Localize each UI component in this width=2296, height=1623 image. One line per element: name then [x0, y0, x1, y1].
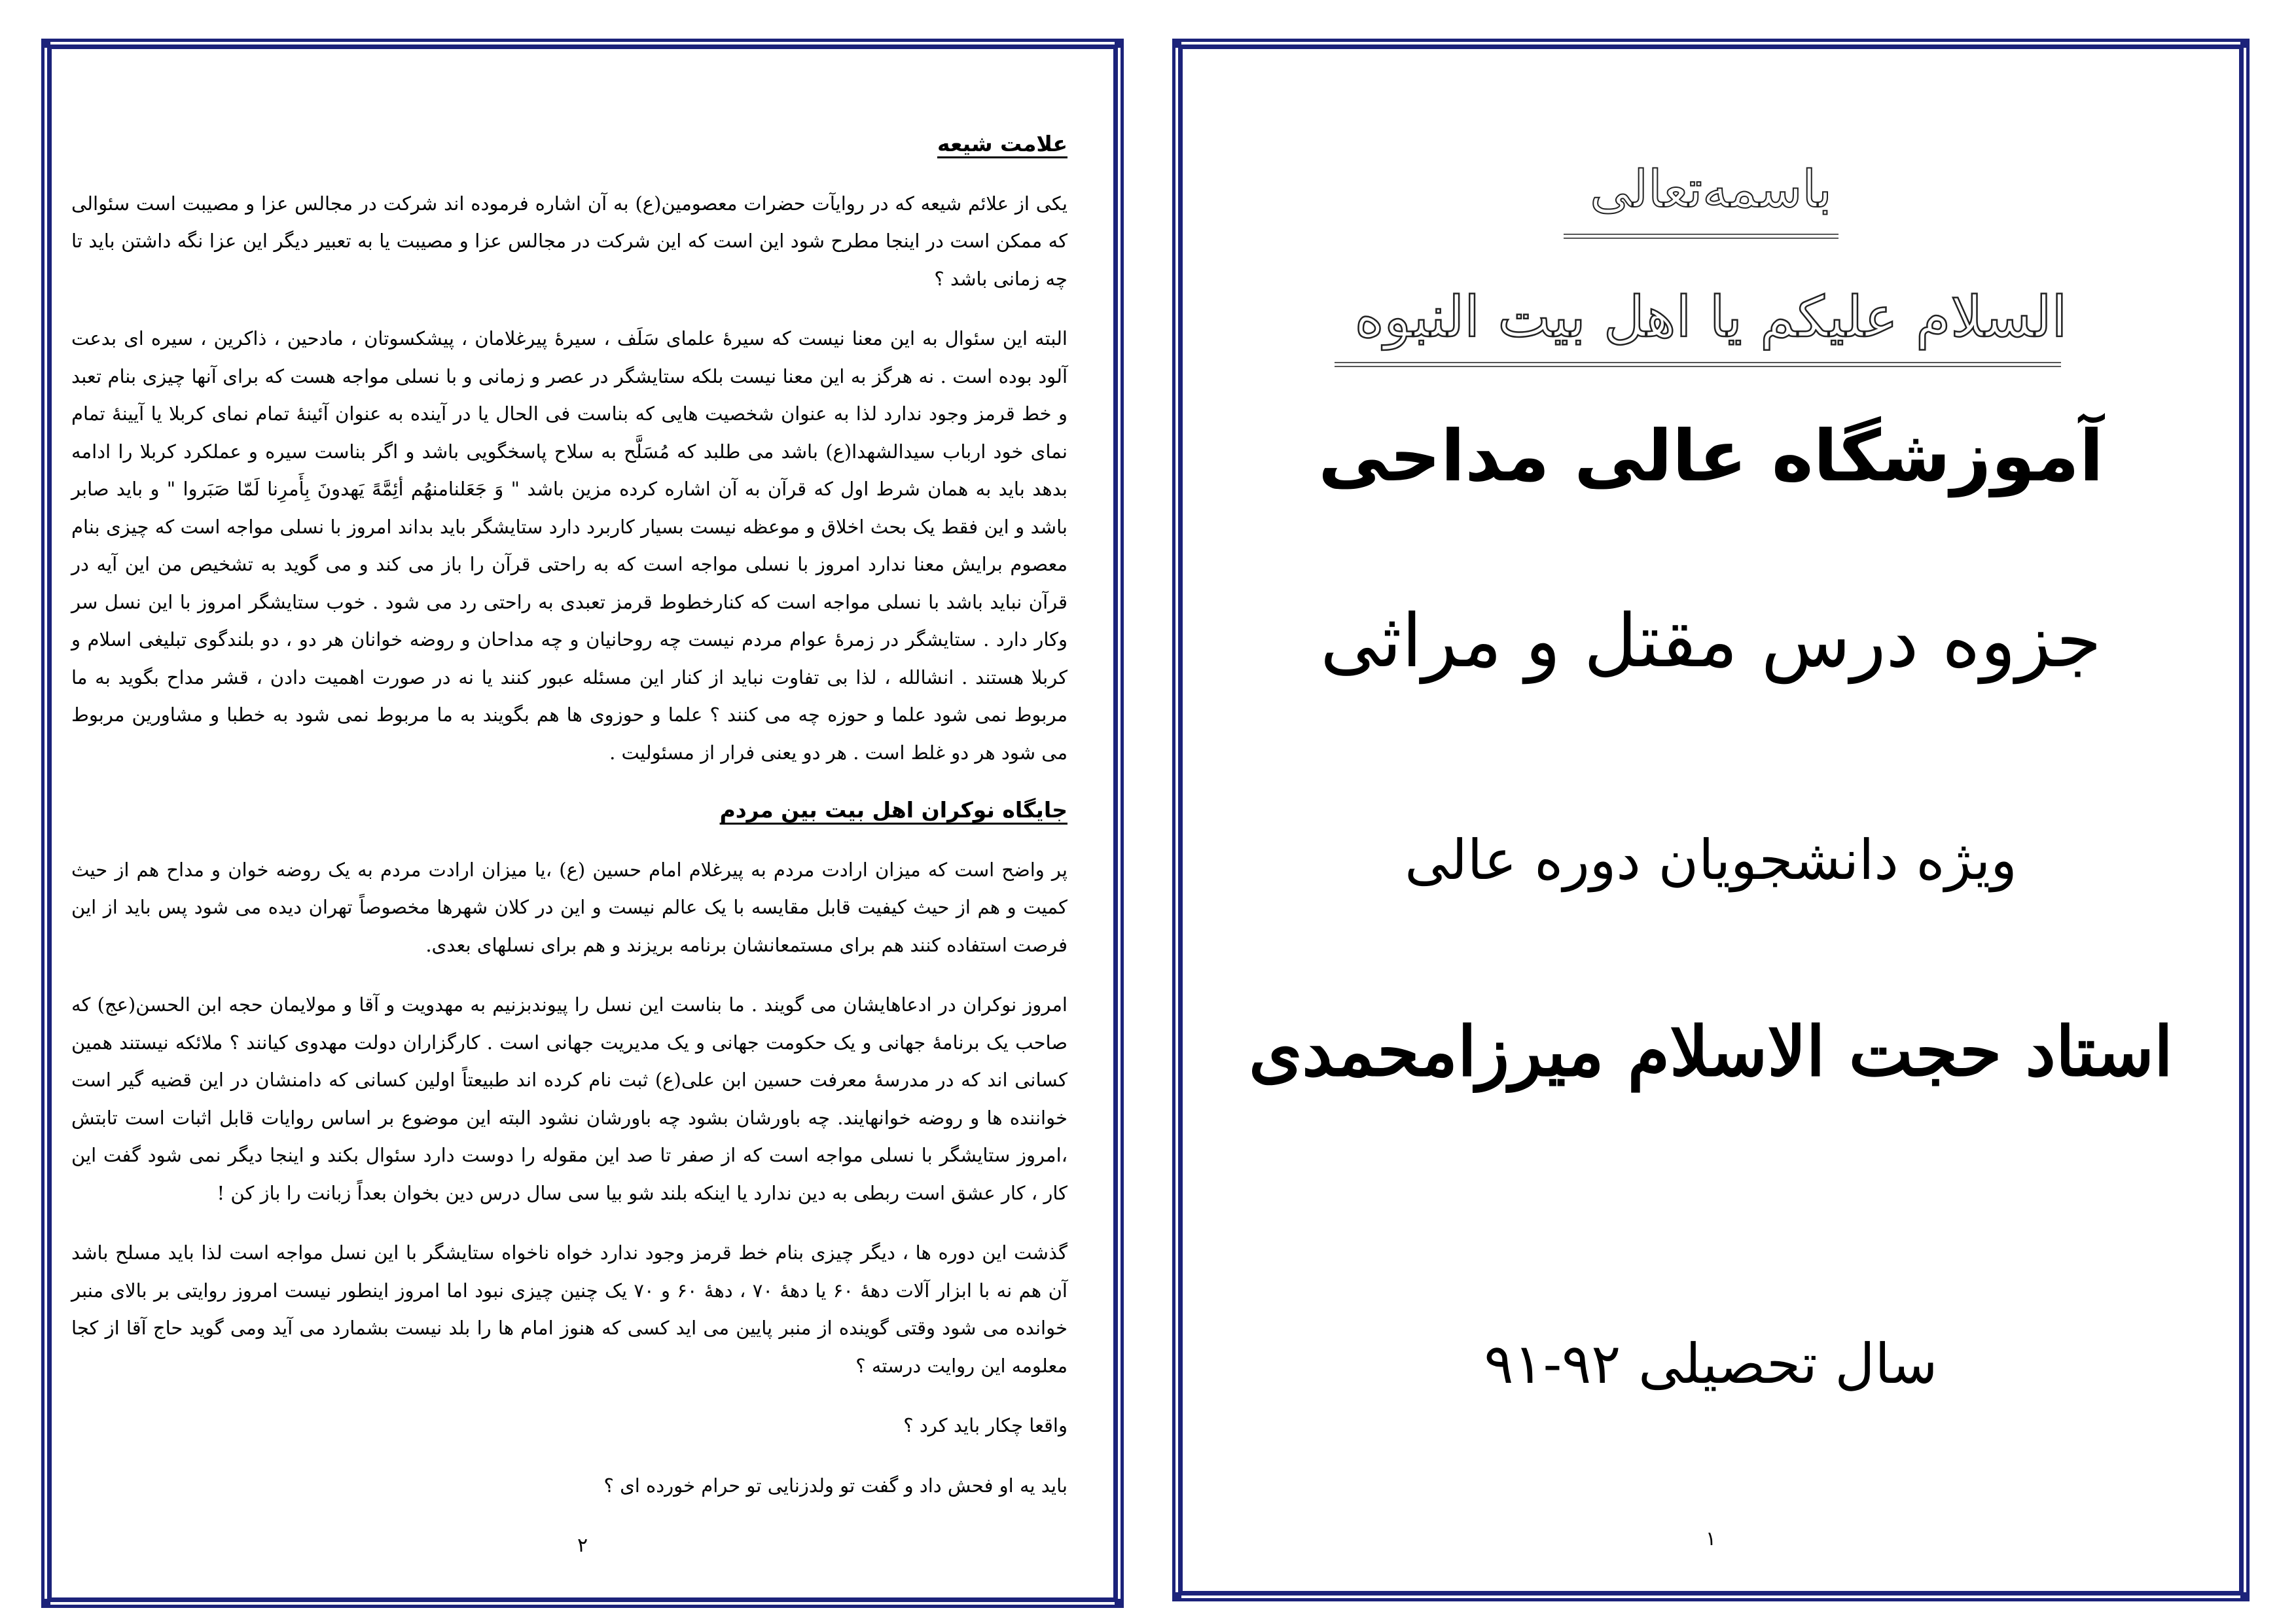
corner-ornament [1172, 1592, 1181, 1601]
cover-content [1183, 49, 2239, 1591]
teacher-name: استاد حجت الاسلام میرزامحمدی [1249, 1011, 2173, 1092]
paragraph: پر واضح است که میزان ارادت مردم به پیرغلام امام حسین (ع) ،یا میزان ارادت مردم به یک روضه خوان و مداح هم از حیث کمیت و هم از حیث کیفیت قابل مقایسه با یک عالم نیست و این در کلان شهرها مخصوصاً تهران دیده می شود پس باید از این فرصت استفاده کنند هم برای مستمعانشان برنامه بریزند و هم برای نسلهای بعدی. [71, 858, 1067, 956]
salam-underline [1335, 362, 2061, 367]
corner-ornament [1115, 1599, 1124, 1608]
basmala-title: باسمه‌تعالی [1590, 160, 1832, 219]
paragraph: یکی از علائم شیعه که در روایآت حضرات معصومین(ع) به آن اشاره فرموده اند شرکت در مجالس عزا و مصیبت است سئوالی که ممکن است در اینجا مطرح شود این است که این شرکت در مجالس عزا و مصیبت یا به تعبیر دیگر این عزا نگه داشتن باید تا چه زمانی باشد ؟ [71, 192, 1067, 290]
basmala-underline [1564, 234, 1839, 239]
school-name: آموزشگاه عالی مداحی [1318, 416, 2104, 497]
paragraph: واقعا چکار باید کرد ؟ [903, 1414, 1067, 1436]
corner-ornament [41, 1599, 50, 1608]
paragraph: البته این سئوال به این معنا نیست که سیرهٔ علمای سَلَف ، سیرهٔ پیرغلامان ، پیشکسوتان ، مادحین ، ذاکرین ، سیره ای بدعت آلود بوده است . نه هرگز به این معنا نیست بلکه ستایشگر در عصر و زمانی و با نسلی مواجه هست که برای آنها چیزی بنام تعبد و خط قرمز وجود ندارد لذا به عنوان شخصیت هایی که بناست فی الحال یا در آینده به عنوان آئینهٔ تمام نمای کربلا یا آیینهٔ تمام نمای خود ارباب سیدالشهدا(ع) باشد می طلبد که مُسَلَّح به سلاح پاسخگویی باشد و اگر بناست سیره و عملکرد کربلا را ادامه بدهد باید به همان شرط اول که قرآن به آن اشاره کرده مزین باشد " وَ جَعَلنامنهُم أئِمَّهً یَهدونَ بِأَمرِنا لَمّا صَبَروا " و باید صابر باشد و این فقط یک بحث اخلاق و موعظه نیست بسیار کاربرد دارد ستایشگر باید بداند امروز با نسلی مواجه است که چیزی بنام معصوم برایش معنا ندارد امروز با نسلی مواجه است که به راحتی قرآن را باز می کند و می گوید به تشخیص من این آیه در قرآن نباید باشد با نسلی مواجه است که کنارخطوط قرمز تعبدی به راحتی رد می شود . خوب ستایشگر امروز با این نسل سر وکار دارد . ستایشگر در زمرهٔ عوام مردم نیست چه روحانیان و چه مداحان و روضه خوانان هر دو ، دو بلندگوی تبلیغی اسلام و کربلا هستند . انشالله ، لذا بی تفاوت نباید از کنار این مسئله عبور کنند یا نه در صورت اهمیت دادن ، قشر مداح بگوید به ما مربوط نمی شود علما و حوزه چه می کنند ؟ علما و حوزوی ها هم بگویند به ما مربوط نمی شود به خطبا و مشاورین مربوط می شود هر دو غلط است . هر دو یعنی فرار از مسئولیت . [71, 327, 1067, 764]
cover-page [1178, 45, 2244, 1596]
page-number: ۱ [1705, 1527, 1717, 1550]
paragraph: باید یه او فحش داد و گفت تو ولدزنایی تو حرام خورده ای ؟ [603, 1474, 1067, 1497]
corner-ornament [2240, 39, 2250, 48]
corner-ornament [2240, 1592, 2250, 1601]
academic-year: سال تحصیلی ۹۲-۹۱ [1484, 1332, 1938, 1396]
paragraph: گذشت این دوره ها ، دیگر چیزی بنام خط قرمز وجود ندارد خواه ناخواه ستایشگر با این نسل مواجه است لذا باید مسلح باشد آن هم نه با ابزار آلات دههٔ ۶۰ یا دههٔ ۷۰ ، دههٔ ۶۰ و ۷۰ یک چنین چیزی نبود اما امروز اینطور نیست امروز روایتی بر بالای منبر خوانده می شود وقتی گوینده از منبر پایین می اید کسی که هنوز امام ها را بلد نیست بشمارد می آید ومی گوید حاج آقا از کجا معلومه این روایت درسته ؟ [71, 1241, 1067, 1377]
course-title: جزوه درس مقتل و مراثی [1320, 599, 2102, 684]
corner-ornament [41, 39, 50, 48]
section-heading-servants-place: جایگاه نوکران اهل بیت بین مردم [719, 797, 1067, 823]
corner-ornament [1115, 39, 1124, 48]
corner-ornament [1172, 39, 1181, 48]
section-heading-shia-sign: علامت شیعه [937, 131, 1067, 156]
left-page-content [71, 128, 1067, 1527]
audience-subtitle: ویژه دانشجویان دوره عالی [1405, 828, 2017, 892]
paragraph: امروز نوکران در ادعاهایشان می گویند . ما بناست این نسل را پیوندبزنیم به مهدویت و آقا و مولایمان حجه ابن الحسن(عج) که صاحب یک برنامهٔ جهانی و یک حکومت جهانی و یک مدیریت جهانی است . کارگزاران دولت مهدوی کیانند ؟ ملائکه نیستند همین کسانی اند که در مدرسهٔ معرفت حسین ابن علی(ع) ثبت نام کرده اند طبیعتاً اولین کسانی که دامنشان در این قضیه گیر است خواننده ها و روضه خوانهایند. چه باورشان بشود چه باورشان نشود البته این موضوع بر اساس روایات قابل اثبات است تابتش ،امروز ستایشگر با نسلی مواجه است که از صفر تا صد این مقوله را دوست دارد سئوال بکند و اینجا دیگر نمی شود گفت این کار ، کار عشق است ربطی به دین ندارد یا اینکه بلند شو بیا سی سال درس دین بخوان بعداً زبانت را باز کن ! [71, 993, 1067, 1204]
page-number: ۲ [577, 1534, 588, 1557]
salam-title: السلام علیکم یا اهل بیت النبوه [1354, 285, 2068, 350]
left-page [47, 45, 1118, 1602]
